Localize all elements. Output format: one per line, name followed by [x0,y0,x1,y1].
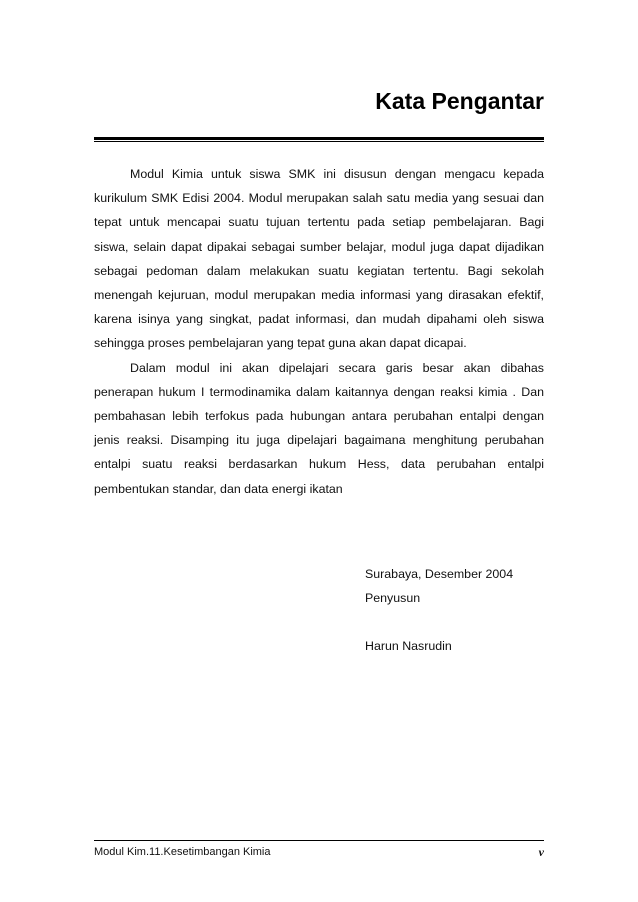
signature-name: Harun Nasrudin [365,639,452,653]
footer-module-title: Modul Kim.11.Kesetimbangan Kimia [94,846,271,858]
footer-divider [94,840,544,841]
paragraph-2: Dalam modul ini akan dipelajari secara garis besar akan dibahas penerapan hukum I termodinamika dalam kaitannya dengan reaksi kimia . Dan pembahasan lebih terfokus pada hubungan antara perubahan entalpi dengan jenis reaksi. Disamping itu juga dipelajari bagaimana menghitung perubahan entalpi suatu reaksi berdasarkan hukum Hess, data perubahan entalpi pembentukan standar, dan data energi ikatan [94,360,544,496]
title-divider [94,137,544,142]
signature-place-date: Surabaya, Desember 2004 [365,567,514,581]
page-title: Kata Pengantar [375,88,544,114]
signature-block [365,562,513,658]
paragraph-1: Modul Kimia untuk siswa SMK ini disusun dengan mengacu kepada kurikulum SMK Edisi 2004. Modul merupakan salah satu media yang sesuai dan tepat untuk mencapai suatu tujuan tertentu pada setiap pembelajaran. Bagi siswa, selain dapat dipakai sebagai sumber belajar, modul juga dapat dijadikan sebagai pedoman dalam melakukan suatu kegiatan tertentu. Bagi sekolah menengah kejuruan, modul merupakan media informasi yang dirasakan efektif, karena isinya yang singkat, padat informasi, dan mudah dipahami oleh siswa sehingga proses pembelajaran yang tepat guna akan dapat dicapai. [94,167,544,351]
footer-page-number: v [538,845,544,859]
body-text [94,162,544,501]
signature-role: Penyusun [365,591,421,605]
